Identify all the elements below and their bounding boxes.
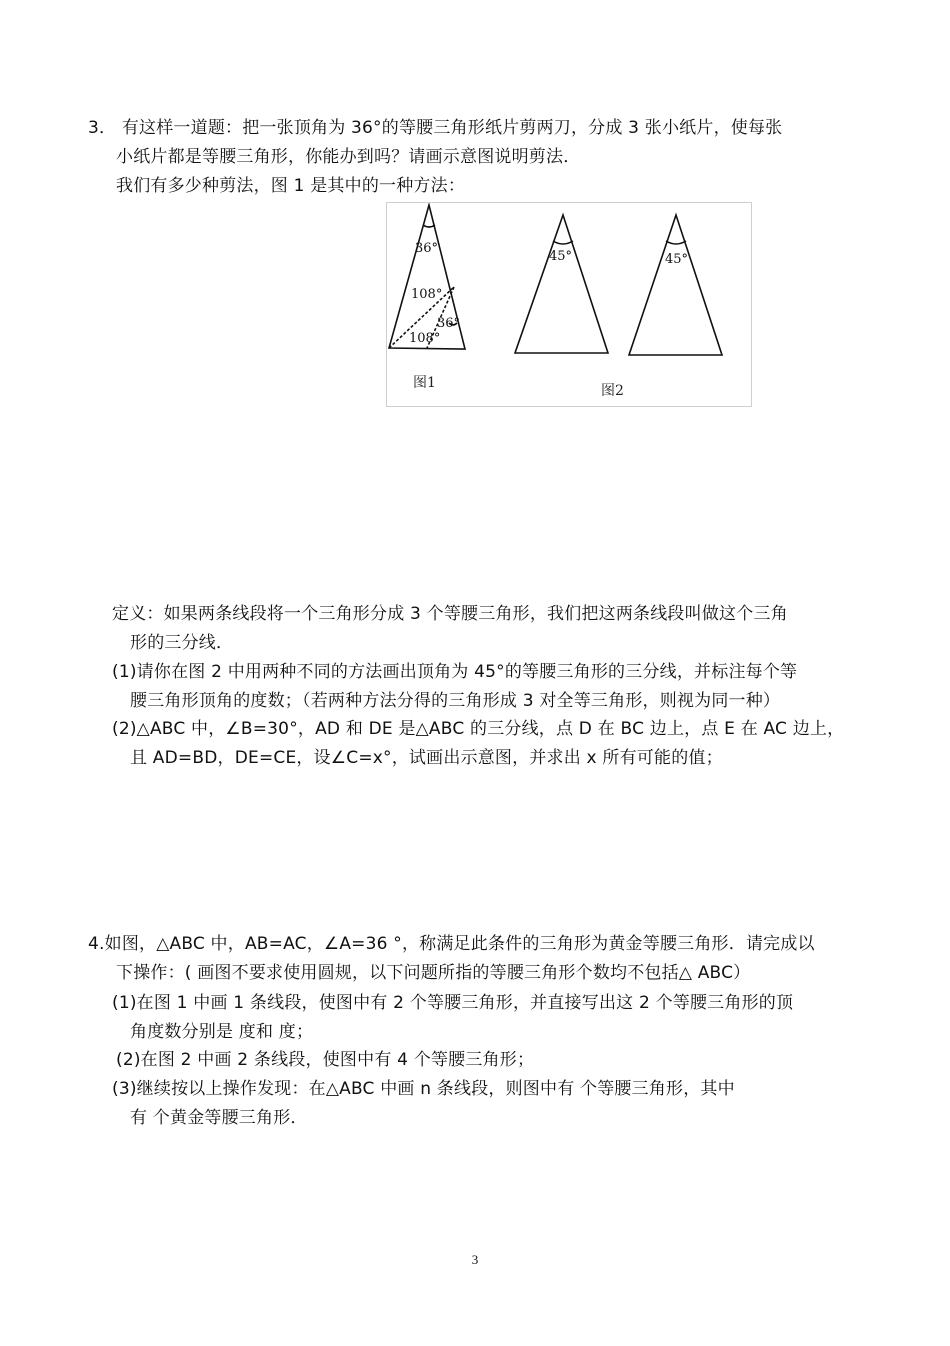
q3-line-1: 3． 有这样一道题：把一张顶角为 36°的等腰三角形纸片剪两刀，分成 3 张小纸片，使每张 — [88, 118, 783, 138]
q3-definition-line-2: 形的三分线． — [130, 633, 234, 653]
q3-part2-line-2: 且 AD=BD，DE=CE，设∠C=x°，试画出示意图，并求出 x 所有可能的值； — [130, 748, 723, 768]
figure-2a-triangle — [515, 215, 608, 353]
q3-line-3: 我们有多少种剪法，图 1 是其中的一种方法： — [116, 176, 466, 196]
fig1-angle-apex: 36° — [415, 241, 439, 256]
q4-part1-line-2: 角度数分别是 度和 度； — [130, 1022, 314, 1042]
fig1-angle-bottom: 108° — [409, 331, 441, 346]
fig1-angle-right: 36° — [437, 316, 461, 331]
triangle-figures-svg — [387, 203, 751, 406]
page-number: 3 — [471, 1252, 479, 1267]
fig2a-angle: 45° — [549, 249, 573, 264]
q3-part1-line-1: (1)请你在图 2 中用两种不同的方法画出顶角为 45°的等腰三角形的三分线，并标注每个等 — [112, 662, 798, 682]
q3-line-2: 小纸片都是等腰三角形，你能办到吗？请画示意图说明剪法． — [116, 147, 581, 167]
q3-part1-line-2: 腰三角形顶角的度数；（若两种方法分得的三角形成 3 对全等三角形，则视为同一种） — [130, 691, 781, 711]
fig2b-angle: 45° — [665, 252, 689, 267]
figure-1-caption: 图1 — [413, 375, 436, 391]
q3-part2-line-1: (2)△ABC 中，∠B=30°，AD 和 DE 是△ABC 的三分线，点 D 在 BC 边上，点 E 在 AC 边上， — [112, 719, 845, 739]
q3-figure — [386, 202, 752, 407]
q4-part3-line-2: 有 个黄金等腰三角形． — [130, 1108, 308, 1128]
fig1-angle-mid: 108° — [411, 287, 443, 302]
figure-2-caption: 图2 — [601, 383, 624, 399]
q4-part2-line-1: (2)在图 2 中画 2 条线段，使图中有 4 个等腰三角形； — [116, 1050, 535, 1070]
q4-line-2: 下操作：( 画图不要求使用圆规，以下问题所指的等腰三角形个数均不包括△ ABC） — [116, 963, 751, 983]
q4-part3-line-1: (3)继续按以上操作发现：在△ABC 中画 n 条线段，则图中有 个等腰三角形，其中 — [112, 1079, 735, 1099]
q3-definition-line-1: 定义：如果两条线段将一个三角形分成 3 个等腰三角形，我们把这两条线段叫做这个三角 — [112, 604, 788, 624]
q4-line-1: 4.如图，△ABC 中，AB=AC，∠A=36 °，称满足此条件的三角形为黄金等腰三角形．请完成以 — [88, 934, 815, 954]
q4-part1-line-1: (1)在图 1 中画 1 条线段，使图中有 2 个等腰三角形，并直接写出这 2 个等腰三角形的顶 — [112, 993, 794, 1013]
figure-2b-triangle — [629, 215, 722, 355]
